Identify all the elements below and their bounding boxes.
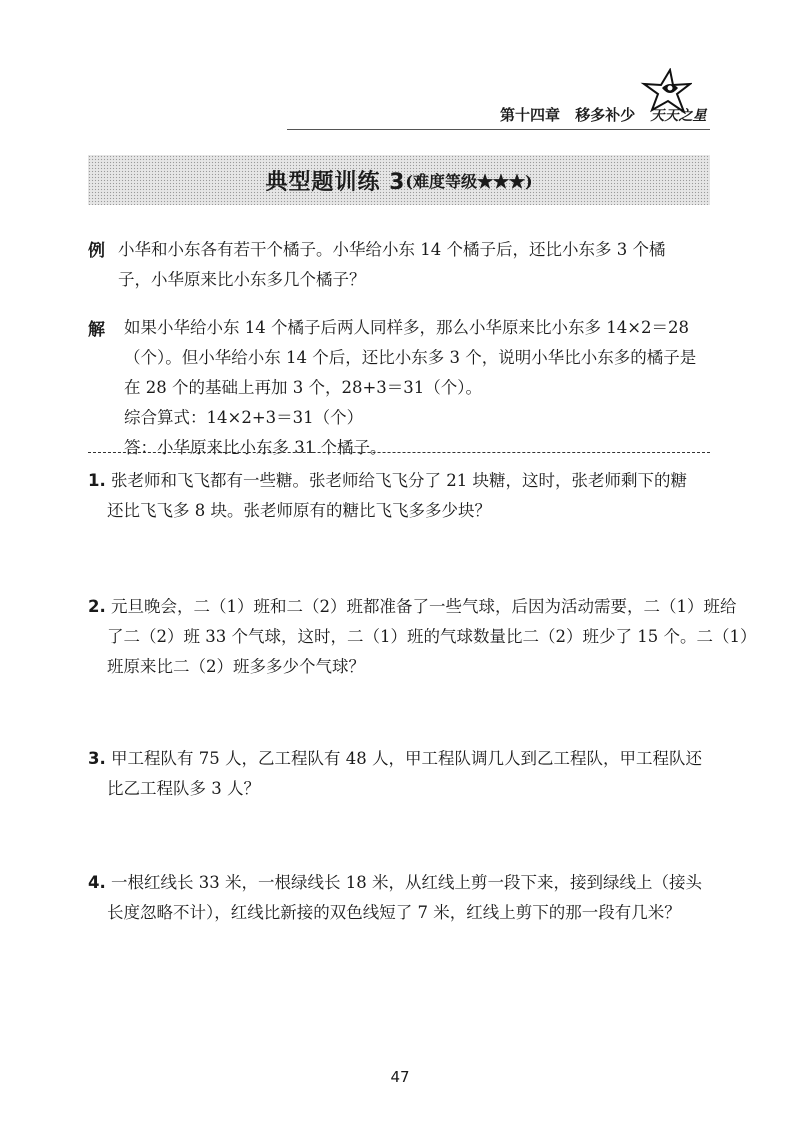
solution-answer: 答：小华原来比小东多 31 个橘子。 bbox=[124, 438, 387, 457]
problem-2 bbox=[88, 592, 756, 682]
problem-4 bbox=[88, 868, 702, 928]
example-text bbox=[118, 235, 665, 295]
problem-line: 了二（2）班 33 个气球，这时，二（1）班的气球数量比二（2）班少了 15 个。二（1） bbox=[107, 627, 757, 646]
solution-line: 如果小华给小东 14 个橘子后两人同样多，那么小华原来比小东多 14×2＝28 bbox=[124, 318, 690, 337]
solution-formula: 综合算式：14×2+3＝31（个） bbox=[124, 408, 364, 427]
solution-line: 在 28 个的基础上再加 3 个，28+3＝31（个）。 bbox=[124, 378, 483, 397]
example-line: 子，小华原来比小东多几个橘子？ bbox=[118, 270, 366, 289]
problem-line: 张老师和飞飞都有一些糖。张老师给飞飞分了 21 块糖，这时，张老师剩下的糖 bbox=[111, 471, 687, 490]
dashed-divider bbox=[88, 452, 710, 453]
example-label: 例 bbox=[88, 241, 105, 261]
problem-1 bbox=[88, 466, 687, 526]
page-title: 典型题训练 3 bbox=[265, 169, 406, 195]
problem-line: 甲工程队有 75 人，乙工程队有 48 人，甲工程队调几人到乙工程队，甲工程队还 bbox=[111, 749, 702, 768]
problem-number: 4. bbox=[88, 873, 106, 892]
problem-number: 2. bbox=[88, 597, 106, 616]
problem-3 bbox=[88, 744, 702, 804]
problem-line: 一根红线长 33 米，一根绿线长 18 米，从红线上剪一段下来，接到绿线上（接头 bbox=[111, 873, 702, 892]
problem-number: 3. bbox=[88, 749, 106, 768]
running-header bbox=[500, 104, 710, 126]
problem-line: 还比飞飞多 8 块。张老师原有的糖比飞飞多多少块？ bbox=[107, 501, 491, 520]
chapter-label: 第十四章 bbox=[500, 106, 561, 124]
title-banner bbox=[88, 155, 710, 205]
solution-label: 解 bbox=[88, 320, 105, 340]
section-label: 移多补少 bbox=[575, 106, 636, 124]
problem-line: 班原来比二（2）班多多少个气球？ bbox=[107, 657, 365, 676]
problem-line: 长度忽略不计），红线比新接的双色线短了 7 米，红线上剪下的那一段有几米？ bbox=[107, 903, 681, 922]
problem-line: 比乙工程队多 3 人？ bbox=[107, 779, 260, 798]
problem-number: 1. bbox=[88, 471, 106, 490]
header-rule bbox=[287, 129, 710, 130]
brand-label: 天天之星 bbox=[650, 108, 707, 124]
solution-text bbox=[124, 313, 696, 463]
solution-line: （个）。但小华给小东 14 个后，还比小东多 3 个，说明小华比小东多的橘子是 bbox=[124, 348, 697, 367]
problem-line: 元旦晚会，二（1）班和二（2）班都准备了一些气球，后因为活动需要，二（1）班给 bbox=[111, 597, 737, 616]
difficulty-label: (难度等级★★★) bbox=[405, 171, 533, 191]
page-number: 47 bbox=[390, 1068, 410, 1086]
example-line: 小华和小东各有若干个橘子。小华给小东 14 个橘子后，还比小东多 3 个橘 bbox=[118, 240, 666, 259]
